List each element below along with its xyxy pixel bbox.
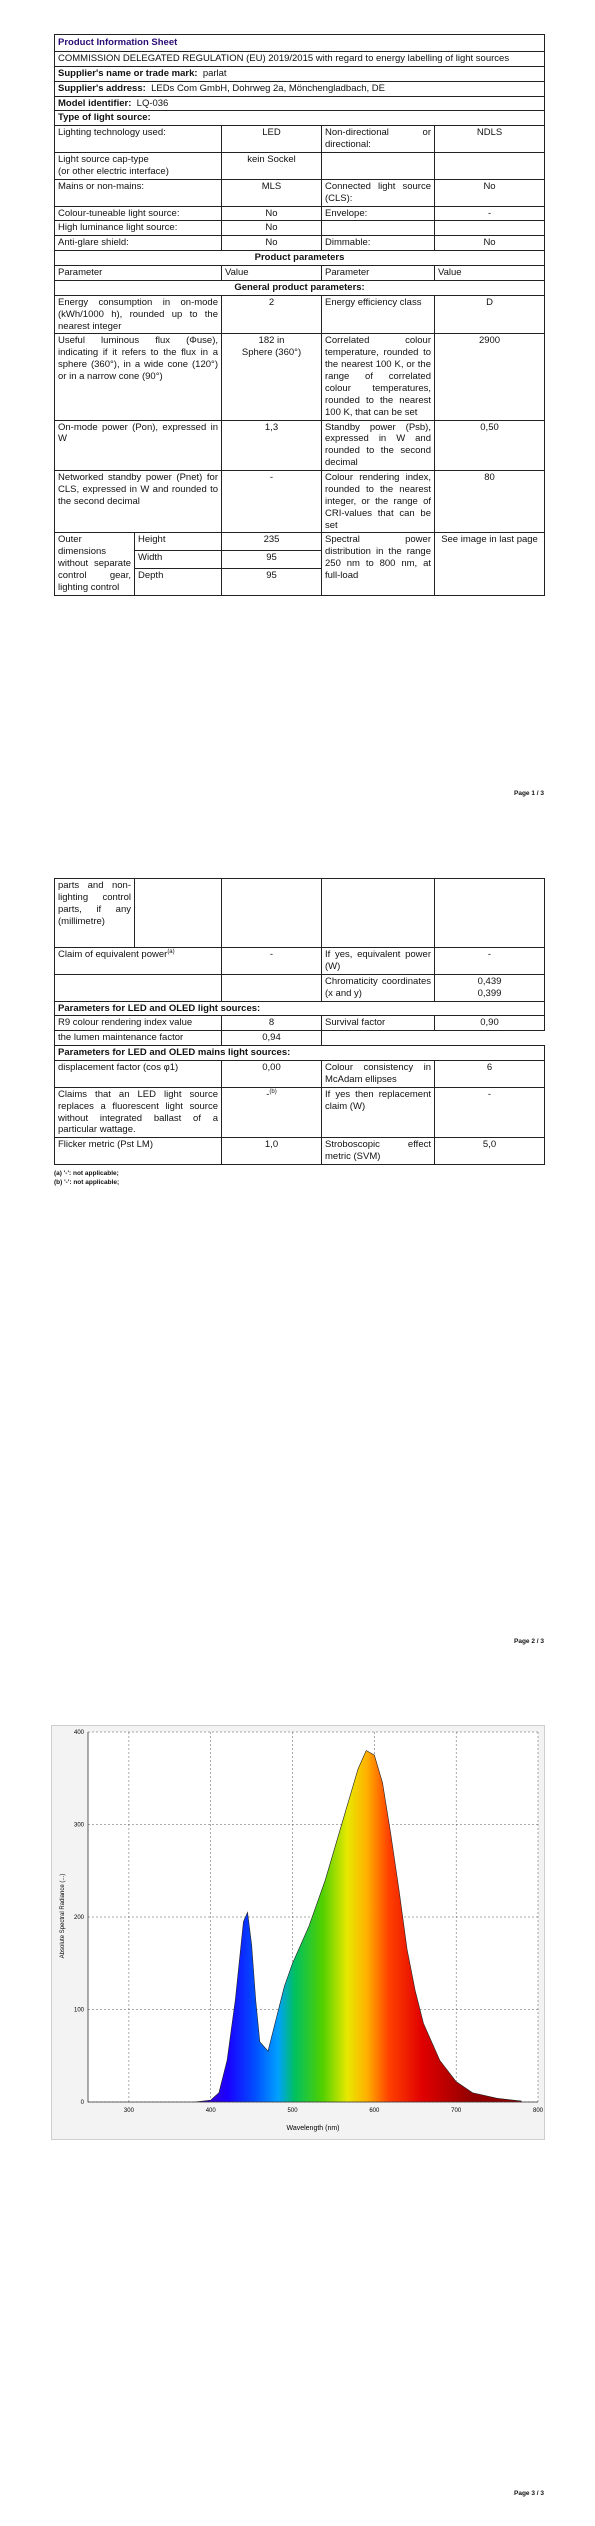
energy-consumption-label: Energy consumption in on-mode (kWh/1000 h), rounded up to the nearest integer xyxy=(55,295,222,334)
spectral-power-value: See image in last page xyxy=(435,533,545,595)
depth-value: 95 xyxy=(222,568,322,595)
equivalent-power-claim-text: Claim of equivalent power xyxy=(58,949,168,961)
supplier-address: LEDs Com GmbH, Dohrweg 2a, Mönchengladbach, DE xyxy=(151,82,385,94)
regulation-text: COMMISSION DELEGATED REGULATION (EU) 2019/2015 with regard to energy labelling of light sources xyxy=(55,51,545,66)
anti-glare-value: No xyxy=(222,236,322,251)
cap-type-label-line2: (or other electric interface) xyxy=(58,165,169,177)
y-tick-label: 100 xyxy=(73,2007,84,2014)
directional-label: Non-directional or directional: xyxy=(322,126,435,153)
page-number-1: Page 1 / 3 xyxy=(514,790,544,797)
standby-power-value: 0,50 xyxy=(435,420,545,471)
survival-factor-value: 0,90 xyxy=(435,1016,545,1031)
lighting-tech-value: LED xyxy=(222,126,322,153)
cap-type-value: kein Sockel xyxy=(222,153,322,180)
luminous-flux-label: Useful luminous flux (Φuse), indicating if it refers to the flux in a sphere (360°), in a wide cone (120°) or in a narrow cone (90°) xyxy=(55,334,222,420)
supplier-name-row xyxy=(55,66,545,81)
flicker-metric-value: 1,0 xyxy=(222,1138,322,1165)
supplier-name: parlat xyxy=(202,67,227,79)
luminous-flux-value xyxy=(222,334,322,420)
energy-class-label: Energy efficiency class xyxy=(322,295,435,334)
mains-label: Mains or non-mains: xyxy=(55,179,222,206)
x-axis-label: Wavelength (nm) xyxy=(286,2125,340,2132)
envelope-label: Envelope: xyxy=(322,206,435,221)
high-luminance-label: High luminance light source: xyxy=(55,221,222,236)
page-number-2: Page 2 / 3 xyxy=(514,1638,544,1645)
col-header-parameter-2: Parameter xyxy=(322,266,435,281)
equivalent-power-claim-value: - xyxy=(222,948,322,975)
footnote-ref-a: (a) xyxy=(167,949,175,955)
fluorescent-claim-text: - xyxy=(266,1088,270,1100)
replacement-claim-value: - xyxy=(435,1087,545,1138)
chromaticity-y: 0,399 xyxy=(477,987,502,999)
macadam-label: Colour consistency in McAdam ellipses xyxy=(322,1061,435,1088)
page-number-3: Page 3 / 3 xyxy=(514,2490,544,2497)
type-label: Type of light source: xyxy=(55,111,545,126)
height-value: 235 xyxy=(222,533,322,551)
x-tick-label: 800 xyxy=(532,2108,544,2114)
replacement-claim-label: If yes then replacement claim (W) xyxy=(322,1087,435,1138)
dimmable-label: Dimmable: xyxy=(322,236,435,251)
energy-class-value: D xyxy=(435,295,545,334)
energy-consumption-value: 2 xyxy=(222,295,322,334)
outer-dimensions-label-continued: parts and non-lighting control parts, if any (millimetre) xyxy=(55,879,135,948)
stroboscopic-value: 5,0 xyxy=(435,1138,545,1165)
luminous-flux-value-line1: 182 in xyxy=(258,335,285,347)
cls-label: Connected light source (CLS): xyxy=(322,179,435,206)
equivalent-power-label: If yes, equivalent power (W) xyxy=(322,948,435,975)
info-table-page-1 xyxy=(54,34,545,596)
width-label: Width xyxy=(135,551,222,569)
high-luminance-value: No xyxy=(222,221,322,236)
y-tick-label: 300 xyxy=(73,1822,84,1829)
directional-value: NDLS xyxy=(435,126,545,153)
lumen-maintenance-value: 0,94 xyxy=(222,1031,322,1046)
spectral-chart-svg xyxy=(52,1726,544,2139)
spectral-power-label: Spectral power distribution in the range 250 nm to 800 nm, at full-load xyxy=(322,533,435,595)
anti-glare-label: Anti-glare shield: xyxy=(55,236,222,251)
product-parameters-header: Product parameters xyxy=(55,251,545,266)
envelope-value: - xyxy=(435,206,545,221)
macadam-value: 6 xyxy=(435,1061,545,1088)
outer-dimensions-label: Outer dimensions without separate control gear, lighting control xyxy=(55,533,135,595)
flicker-metric-label: Flicker metric (Pst LM) xyxy=(55,1138,222,1165)
tuneable-label: Colour-tuneable light source: xyxy=(55,206,222,221)
x-tick-label: 500 xyxy=(287,2108,298,2114)
x-tick-label: 400 xyxy=(205,2108,216,2114)
dimmable-value: No xyxy=(435,236,545,251)
model-row xyxy=(55,96,545,111)
cls-value: No xyxy=(435,179,545,206)
mains-parameters-header: Parameters for LED and OLED mains light sources: xyxy=(55,1046,545,1061)
page-1 xyxy=(0,0,595,860)
cap-type-label xyxy=(55,153,222,180)
y-tick-label: 0 xyxy=(80,2100,84,2106)
mains-value: MLS xyxy=(222,179,322,206)
fluorescent-claim-label: Claims that an LED light source replaces a fluorescent light source without integrated ballast of a particular wattage. xyxy=(55,1087,222,1138)
on-mode-power-value: 1,3 xyxy=(222,420,322,471)
col-header-value: Value xyxy=(222,266,322,281)
footnotes xyxy=(54,1169,544,1187)
page-title: Product Information Sheet xyxy=(55,35,545,52)
footnote-b: (b) '-': not applicable; xyxy=(54,1179,120,1187)
page-2 xyxy=(0,860,595,1700)
y-tick-label: 200 xyxy=(73,1915,84,1921)
general-parameters-header: General product parameters: xyxy=(55,280,545,295)
spectral-distribution-chart xyxy=(51,1725,545,2140)
model-label: Model identifier: xyxy=(58,97,132,109)
supplier-address-row xyxy=(55,81,545,96)
displacement-factor-value: 0,00 xyxy=(222,1061,322,1088)
product-info-sheet xyxy=(54,34,544,596)
lumen-maintenance-label: the lumen maintenance factor xyxy=(55,1031,222,1046)
r9-value: 8 xyxy=(222,1016,322,1031)
product-info-sheet-continued xyxy=(54,878,544,1187)
chromaticity-label: Chromaticity coordinates (x and y) xyxy=(322,974,435,1001)
supplier-address-label: Supplier's address: xyxy=(58,82,146,94)
equivalent-power-claim-label xyxy=(55,948,222,975)
cri-value: 80 xyxy=(435,471,545,533)
displacement-factor-label: displacement factor (cos φ1) xyxy=(55,1061,222,1088)
x-tick-label: 600 xyxy=(369,2108,380,2114)
fluorescent-claim-value xyxy=(222,1087,322,1138)
lighting-tech-label: Lighting technology used: xyxy=(55,126,222,153)
cap-type-label-line1: Light source cap-type xyxy=(58,154,149,165)
info-table-page-2 xyxy=(54,878,545,1165)
stroboscopic-label: Stroboscopic effect metric (SVM) xyxy=(322,1138,435,1165)
r9-label: R9 colour rendering index value xyxy=(55,1016,222,1031)
chromaticity-x: 0,439 xyxy=(477,975,502,987)
cct-label: Correlated colour temperature, rounded to the nearest 100 K, or the range of correlated colour temperatures, rounded to the nearest 100 K, that can be set xyxy=(322,334,435,420)
height-label: Height xyxy=(135,533,222,551)
led-parameters-header: Parameters for LED and OLED light sources: xyxy=(55,1001,545,1016)
survival-factor-label: Survival factor xyxy=(322,1016,435,1031)
on-mode-power-label: On-mode power (Pon), expressed in W xyxy=(55,420,222,471)
cct-value: 2900 xyxy=(435,334,545,420)
equivalent-power-value: - xyxy=(435,948,545,975)
x-tick-label: 700 xyxy=(451,2108,462,2114)
footnote-ref-b: (b) xyxy=(269,1088,277,1095)
model-identifier: LQ-036 xyxy=(136,97,169,109)
chromaticity-value xyxy=(435,974,545,1001)
supplier-name-label: Supplier's name or trade mark: xyxy=(58,67,198,79)
y-tick-label: 400 xyxy=(73,1730,84,1736)
tuneable-value: No xyxy=(222,206,322,221)
networked-standby-value: - xyxy=(222,471,322,533)
depth-label: Depth xyxy=(135,568,222,595)
x-tick-label: 300 xyxy=(123,2108,134,2114)
y-axis-label: Absolute Spectral Radiance (...) xyxy=(60,1873,66,1959)
luminous-flux-value-line2: Sphere (360°) xyxy=(241,347,302,359)
col-header-value-2: Value xyxy=(435,266,545,281)
standby-power-label: Standby power (Psb), expressed in W and rounded to the second decimal xyxy=(322,420,435,471)
col-header-parameter: Parameter xyxy=(55,266,222,281)
width-value: 95 xyxy=(222,551,322,569)
footnote-a: (a) '-': not applicable; xyxy=(54,1170,119,1177)
cri-label: Colour rendering index, rounded to the nearest integer, or the range of CRI-values that can be set xyxy=(322,471,435,533)
networked-standby-label: Networked standby power (Pnet) for CLS, expressed in W and rounded to the second decimal xyxy=(55,471,222,533)
